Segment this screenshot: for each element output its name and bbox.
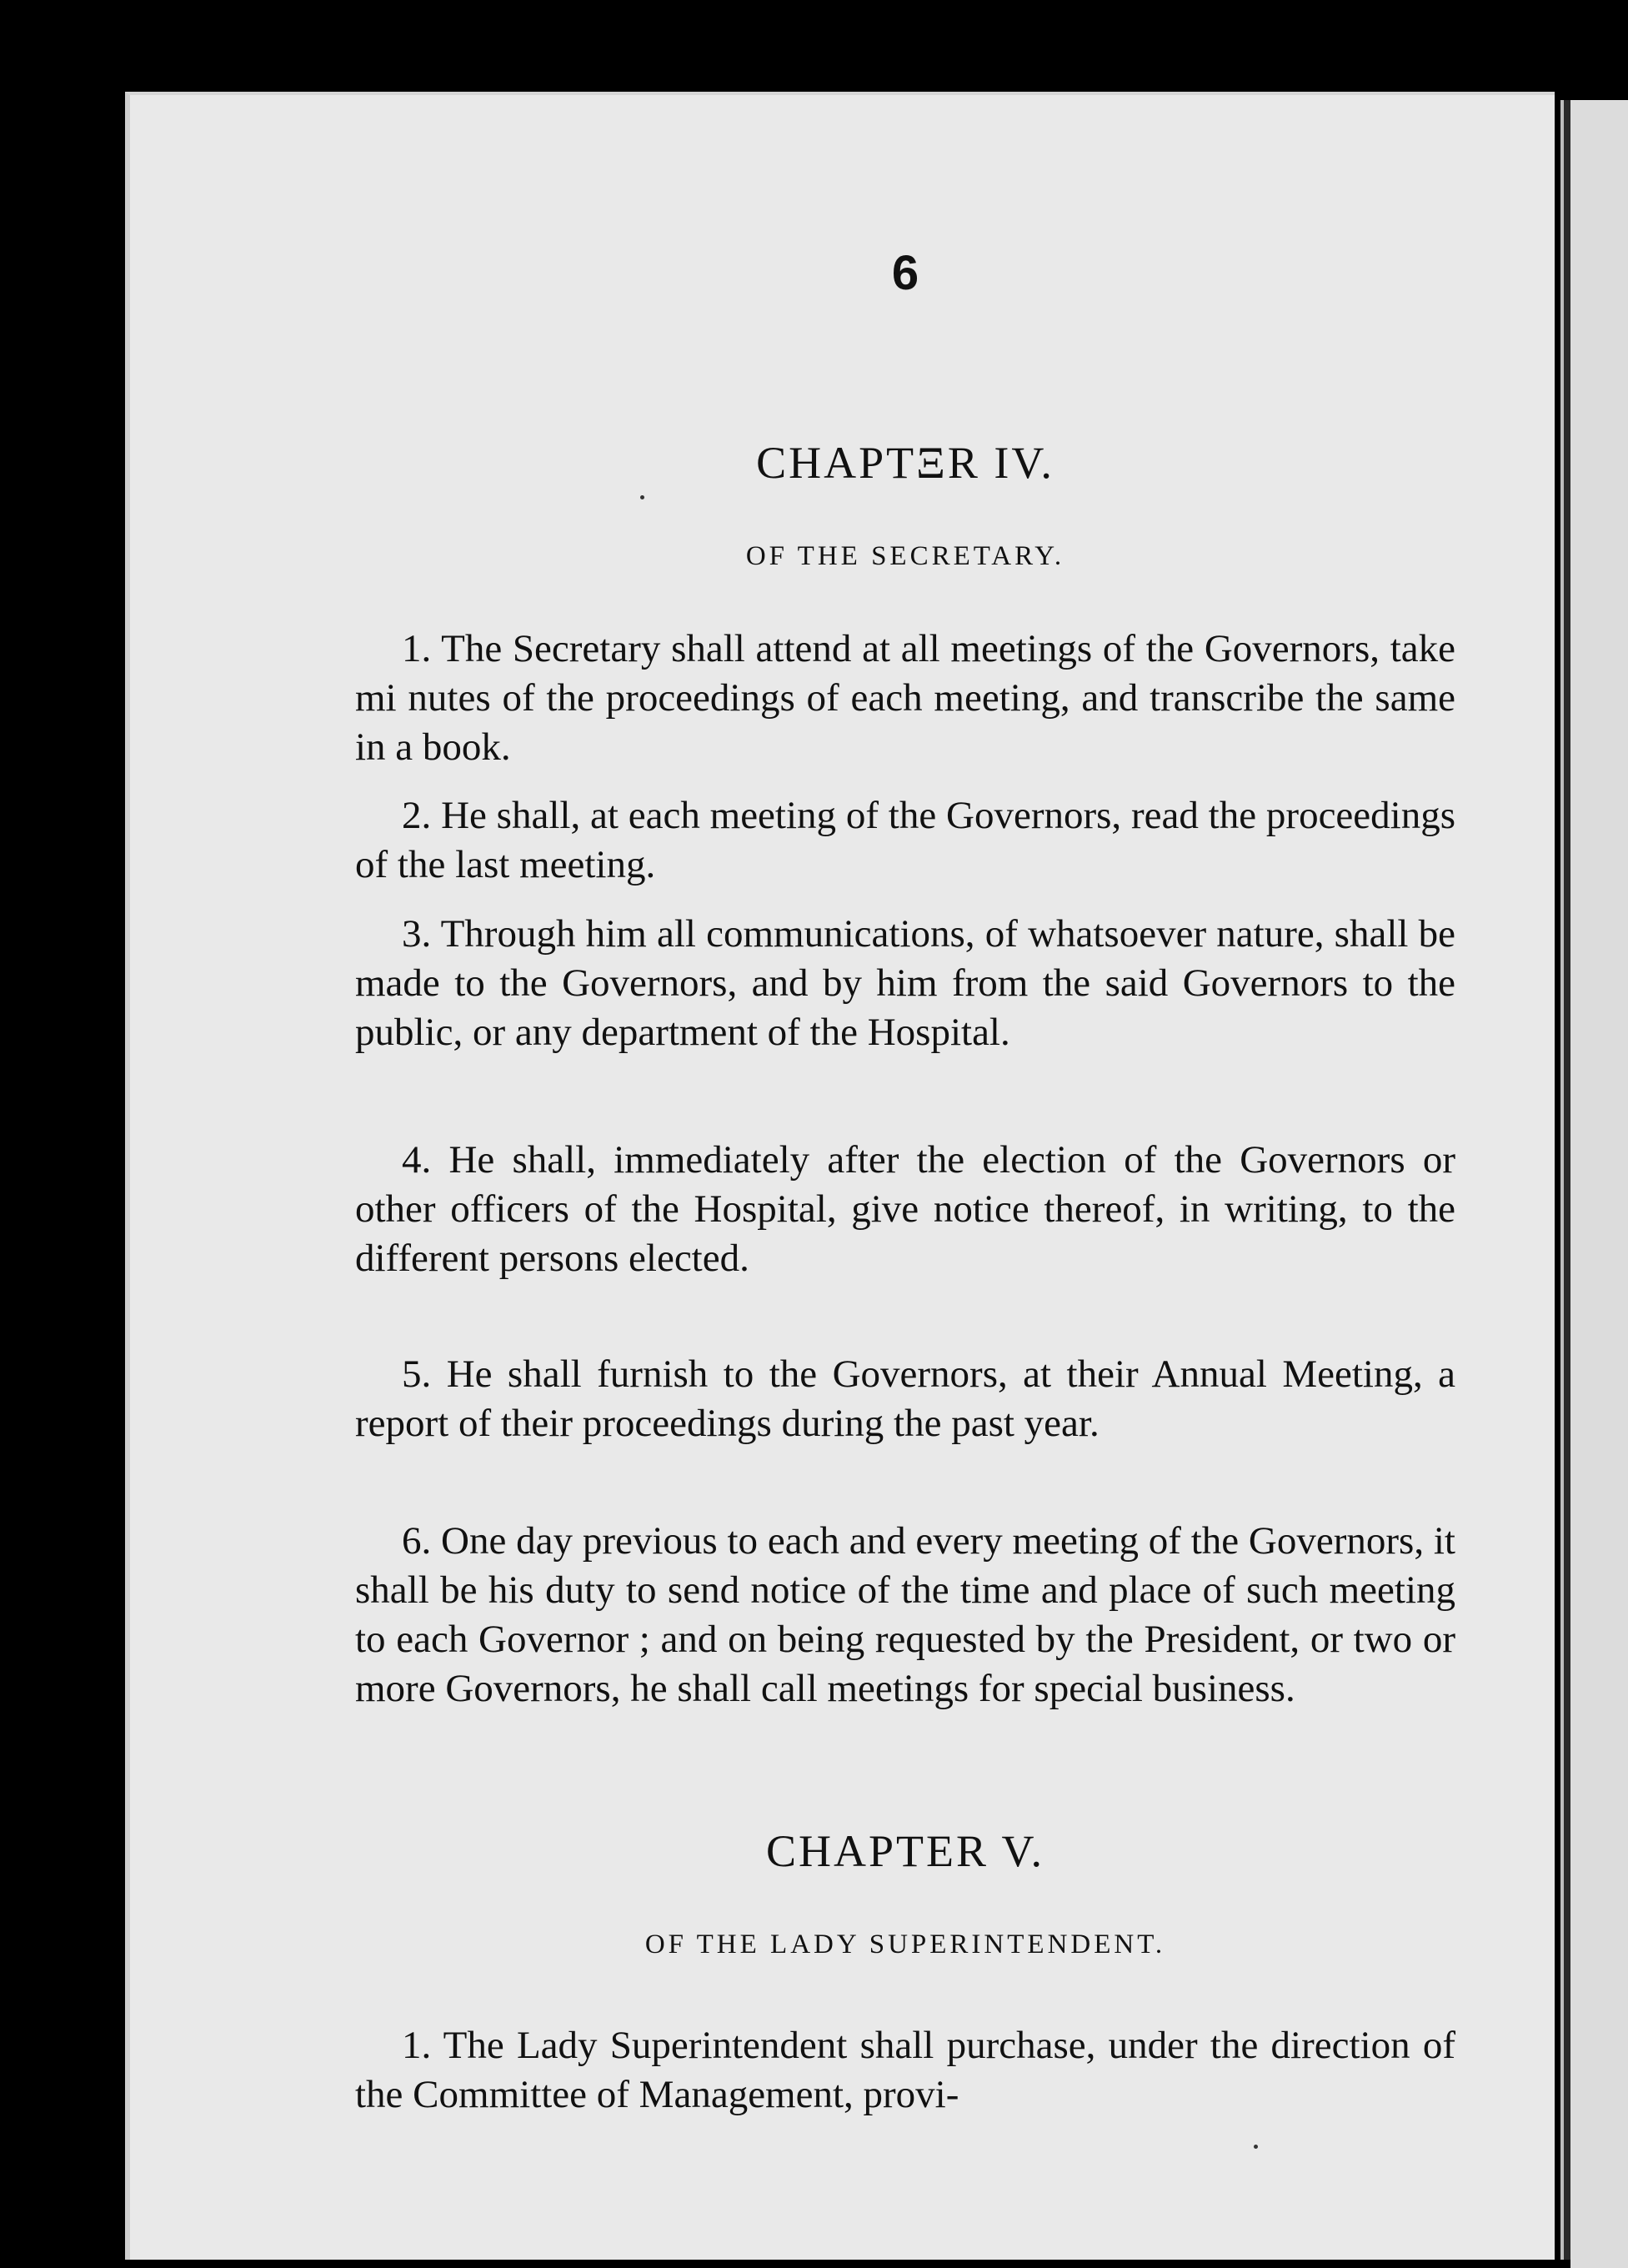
- paragraph-secretary-2: 2. He shall, at each meeting of the Governors, read the proceedings of the last meeting.: [355, 794, 1455, 886]
- chapter-iv-title: CHAPTΞR IV.: [756, 438, 1054, 488]
- page-binding-edge: [1560, 100, 1570, 2260]
- paragraph-secretary-5: 5. He shall furnish to the Governors, at their Annual Meeting, a report of their proceedings during the past year.: [355, 1352, 1455, 1445]
- paragraph-lady-superintendent-1: 1. The Lady Superintendent shall purchase, under the direction of the Committee of Management, provi-: [355, 2024, 1455, 2116]
- chapter-iv-subtitle: OF THE SECRETARY.: [745, 541, 1065, 571]
- paragraph-secretary-6: 6. One day previous to each and every meeting of the Governors, it shall be his duty to send notice of the time and place of such meeting to each Governor ; and on being requested by the President, or two or more Governors, he shall call meetings for special business.: [355, 1519, 1455, 1710]
- page-number: 6: [891, 246, 919, 300]
- paragraph-secretary-4: 4. He shall, immediately after the election of the Governors or other officers of the Hospital, give notice thereof, in writing, to the different persons elected.: [355, 1138, 1455, 1280]
- chapter-v-title: CHAPTER V.: [765, 1826, 1045, 1876]
- print-speck: [1254, 2145, 1258, 2149]
- print-speck: [640, 495, 644, 499]
- chapter-v-subtitle: OF THE LADY SUPERINTENDENT.: [644, 1929, 1166, 1959]
- paragraph-secretary-1: 1. The Secretary shall attend at all meetings of the Governors, take mi nutes of the proceedings of each meeting, and transcribe the same in a book.: [355, 627, 1455, 769]
- scanned-page: [125, 92, 1555, 2260]
- next-page-edge: [1570, 100, 1628, 2268]
- paragraph-secretary-3: 3. Through him all communications, of whatsoever nature, shall be made to the Governors, and by him from the said Governors to the public, or any department of the Hospital.: [355, 912, 1455, 1054]
